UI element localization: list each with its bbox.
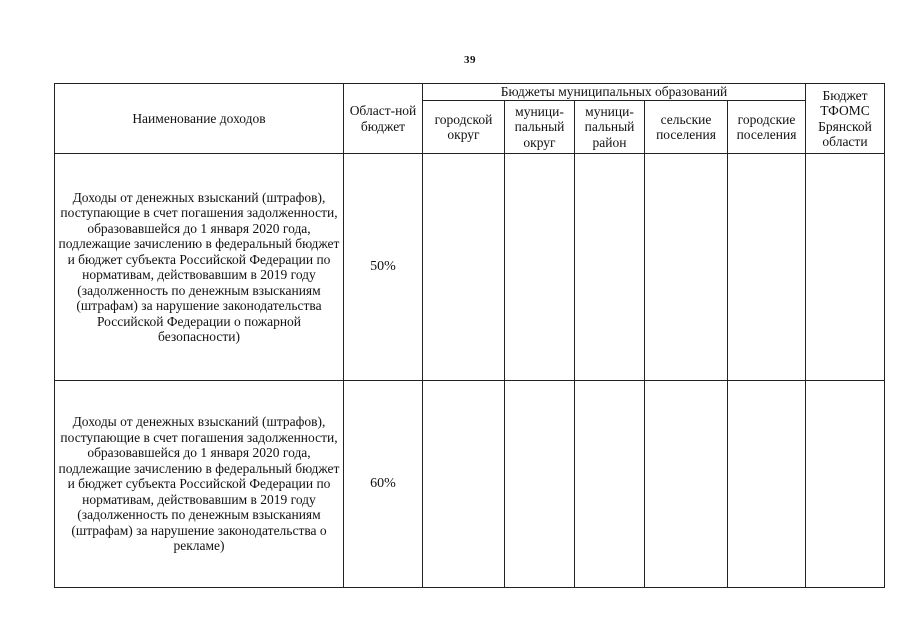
- empty-cell: [645, 154, 728, 381]
- header-municipal-area: муници-пальный район: [575, 101, 645, 154]
- empty-cell: [423, 154, 505, 381]
- header-city-district: городской округ: [423, 101, 505, 154]
- regional-share-cell: 50%: [344, 154, 423, 381]
- regional-share-cell: 60%: [344, 381, 423, 588]
- header-regional-budget: Област-ной бюджет: [344, 84, 423, 154]
- empty-cell: [806, 154, 885, 381]
- income-name-cell: Доходы от денежных взысканий (штрафов), поступающие в счет погашения задолженности, образовавшейся до 1 января 2020 года, подлежащие зачислению в федеральный бюджет и бюджет субъекта Российской Федерации по нормативам, действовавшим в 2019 году (задолженность по денежным взысканиям (штрафам) за нарушение законодательства Российской Федерации о пожарной безопасности): [55, 154, 344, 381]
- page-number: 39: [464, 54, 476, 66]
- empty-cell: [645, 381, 728, 588]
- empty-cell: [505, 154, 575, 381]
- income-name-cell: Доходы от денежных взысканий (штрафов), поступающие в счет погашения задолженности, образовавшейся до 1 января 2020 года, подлежащие зачислению в федеральный бюджет и бюджет субъекта Российской Федерации по нормативам, действовавшим в 2019 году (задолженность по денежным взысканиям (штрафам) за нарушение законодательства о рекламе): [55, 381, 344, 588]
- table-row: [55, 154, 885, 381]
- empty-cell: [728, 381, 806, 588]
- header-income-name: Наименование доходов: [55, 84, 344, 154]
- header-municipal-district: муници-пальный округ: [505, 101, 575, 154]
- empty-cell: [423, 381, 505, 588]
- empty-cell: [575, 154, 645, 381]
- header-urban-settlements: городские поселения: [728, 101, 806, 154]
- header-municipal-budgets: Бюджеты муниципальных образований: [423, 84, 806, 101]
- empty-cell: [505, 381, 575, 588]
- table-row: [55, 381, 885, 588]
- income-distribution-table: [54, 83, 885, 588]
- empty-cell: [806, 381, 885, 588]
- empty-cell: [728, 154, 806, 381]
- header-tfoms-budget: Бюджет ТФОМС Брянской области: [806, 84, 885, 154]
- empty-cell: [575, 381, 645, 588]
- header-row-group: [55, 84, 885, 101]
- header-rural-settlements: сельские поселения: [645, 101, 728, 154]
